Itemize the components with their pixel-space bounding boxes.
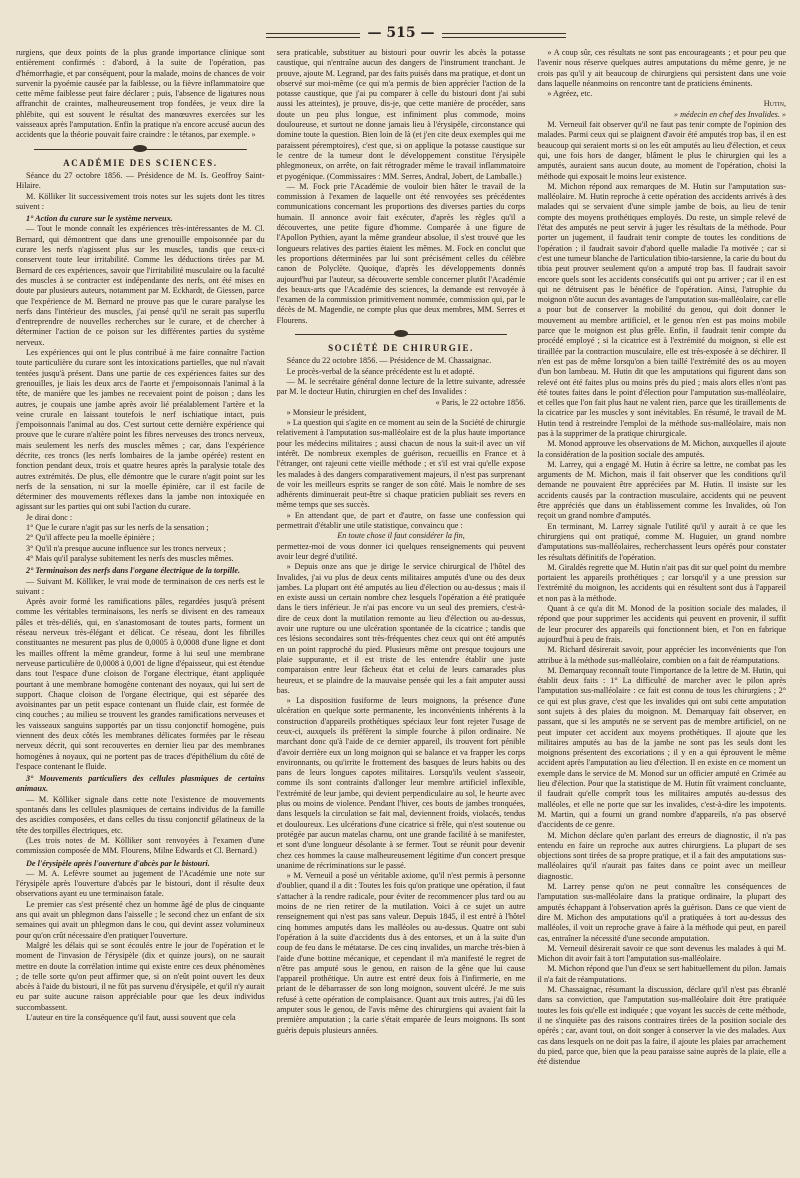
paragraph: M. Giraldès regrette que M. Hutin n'ait pas dit sur quel point du membre portaient les appareils prothétiques ; car lorsqu'il y a une pression sur l'extrémité du moignon, les accidents qui en résultent sont dus à l'appareil et non pas à la méthode. bbox=[537, 562, 787, 603]
paragraph: M. Richard désirerait savoir, pour apprécier les inconvénients que l'on attribue à la méthode sus-malléolaire, combien on a fait de réamputations. bbox=[537, 645, 787, 665]
column-1 bbox=[16, 48, 265, 1163]
column-2 bbox=[277, 48, 526, 1163]
paragraph: Le procès-verbal de la séance précédente est lu et adopté. bbox=[286, 366, 475, 376]
list-item: 1° Que le curare n'agit pas sur les nerfs de la sensation ; bbox=[26, 523, 209, 533]
subheading-cellules: 3° Mouvements particuliers des cellules plasmiques de certains animaux. bbox=[16, 774, 265, 794]
paragraph: Je dirai donc : bbox=[26, 512, 73, 522]
subheading-torpille: 2° Terminaison des nerfs dans l'organe électrique de la torpille. bbox=[26, 566, 241, 576]
paragraph: » En attendant que, de part et d'autre, on fasse une confession qui permettrait d'établir une utile statistique, convaincu que : bbox=[276, 510, 526, 531]
list-item: 3° Qu'il n'a presque aucune influence sur les troncs nerveux ; bbox=[26, 543, 226, 553]
session-meta: Séance du 27 octobre 1856. — Présidence de M. Is. Geoffroy Saint-Hilaire. bbox=[16, 170, 265, 191]
paragraph: M. Chassaignac, résumant la discussion, déclare qu'il n'est pas ébranlé dans sa conviction, que l'amputation sus-malléolaire doit être pratiquée toutes les fois qu'elle est indiquée ; que voyant les succès de cette méthode, il ne s'inquiète pas des raisons contraires tirées de la position sociale des opérés ; car, avant tout, on doit songer à conserver la vie des malades. Aux cas dans lesquels on ne doit pas la faire, il ajoute les plaies par arrachement du pied, parce que, bien que la peau paraisse saine auprès de la plaie, elle a été distendue bbox=[537, 985, 787, 1067]
paragraph: M. Larrey pense qu'on ne peut connaître les conséquences de l'amputation sus-malléolaire dans la pratique ordinaire, la plupart des amputés échappant à l'observation après la guérison. Dans ce que vient de dire M. Michon des amputations qu'il a pratiquées à tort au-dessus des malléoles, il voit un reproche grave à faire à la méthode qui peut, en pareil cas, entraîner la nécessité d'une seconde amputation. bbox=[537, 882, 787, 943]
paragraph: Malgré les délais qui se sont écoulés entre le jour de l'opération et le moment de l'invasion de l'érysipèle (dix et quinze jours), on ne saurait mettre en doute la corrélation intime qui existe entre ces deux phénomènes ; de telle sorte qu'on peut affirmer que, si on n'eût point ouvert les deux abcès à l'aide du bistouri, il ne fût pas survenu d'érysipèle, et qu'il n'y aurait eu par suite aucune raison appréciable pour que les deux individus succombassent. bbox=[16, 940, 265, 1012]
letter-signature: Hutin, bbox=[763, 99, 787, 109]
letter-signature-title: » médecin en chef des Invalides. » bbox=[673, 109, 787, 119]
paragraph: M. Verneuil fait observer qu'il ne faut pas tenir compte de l'opinion des malades. Parmi ceux qui se plaignent d'avoir été amputés trop bas, il en est beaucoup qui seraient morts si on les eût amputés au lieu d'élection, et ceux qui, une fois hors de danger, blâment le plus le chirurgien qui les a amputés, auraient sans aucun doute, au moment de l'opération, choisi la méthode qui exposait le moins leur existence. bbox=[537, 120, 787, 181]
letter-closing: » Agréez, etc. bbox=[547, 89, 593, 99]
paragraph: (Les trois notes de M. Kölliker sont renvoyées à l'examen d'une commission composée de MM. Flourens, Milne Edwards et Cl. Bernard.) bbox=[16, 835, 265, 856]
quote-line: En toute chose il faut considérer la fin, bbox=[337, 531, 465, 541]
paragraph: M. Michon déclare qu'en parlant des erreurs de diagnostic, il n'a pas entendu en faire un reproche aux autres chirurgiens. La plupart de ses objections sont tirées de sa propre pratique, et il a fait des amputations sus-malléolaires qu'il n'aurait pas faites dans ce point avec un meilleur diagnostic. bbox=[537, 830, 787, 881]
paragraph: M. Monod approuve les observations de M. Michon, auxquelles il ajoute la considération de la position sociale des amputés. bbox=[537, 439, 787, 459]
page-number: — 515 — bbox=[360, 20, 443, 46]
list-item: 2° Qu'il affecte peu la moelle épinière ; bbox=[26, 533, 155, 543]
session-meta: Séance du 22 octobre 1856. — Présidence de M. Chassaignac. bbox=[286, 356, 492, 366]
section-ornament bbox=[295, 330, 508, 339]
paragraph: — Tout le monde connaît les expériences très-intéressantes de M. Cl. Bernard, qui démontrent que dans une grenouille empoisonnée par du curare les nerfs n'agissent plus sur les muscles, tandis que ceux-ci conservent toute leur irritabilité. Comme les déductions tirées par M. Bernard de ces expériences, savoir que l'irritabilité musculaire ou la faculté des muscles à se contracter est indépendante des nerfs, ont été mises en doute par plusieurs auteurs, notamment par M. Eckhardt, de Giessen, parce que l'expérience de M. Bernard ne prouve pas que le curare paralyse les nerfs dans l'intérieur des muscles, j'ai pensé qu'il ne serait pas superflu d'entreprendre de nouvelles recherches sur le curare, et de chercher à déterminer l'action de ce poison sur les différentes parties du système nerveux. bbox=[16, 224, 265, 347]
paragraph: » Depuis onze ans que je dirige le service chirurgical de l'hôtel des Invalides, j'ai vu plus de deux cents militaires amputés d'une ou des deux jambes. La plupart ont été amputés au lieu d'élection ou au-dessus ; mais il en existe aussi un certain nombre chez lesquels l'opération a été pratiquée dans le tiers inférieur. Je n'ai pas encore vu un seul des premiers, c'est-à-dire de ceux dont la mutilation remonte au lieu d'élection ou au-dessus, avoir une rupture ou une ulcération spontanée de la cicatrice ; tandis que ces lésions secondaires sont très-fréquentes chez ceux qui ont été amputés en un point rapproché du pied. Plusieurs même ont presque toujours une plaie suppurante, et il est triste de les entendre établir une juste comparaison entre leur fâcheux état et celui de leurs camarades plus heureux, et se plaindre de la mauvaise pensée qui les a fait amputer aussi bas. bbox=[276, 562, 526, 695]
paragraph: Quant à ce qu'a dit M. Monod de la position sociale des malades, il répond que pour supprimer les accidents qui peuvent en provenir, il suffit de leur procurer des appareils qui fonctionnent bien, et l'on en fabrique aujourd'hui à peu de frais. bbox=[537, 604, 787, 644]
paragraph: — M. A. Lefèvre soumet au jugement de l'Académie une note sur l'érysipèle après l'ouverture d'abcès par le bistouri, dont il résulte deux observations ayant eu une terminaison fatale. bbox=[16, 868, 265, 899]
paragraph: — M. le secrétaire général donne lecture de la lettre suivante, adressée par M. le docteur Hutin, chirurgien en chef des Invalides : bbox=[276, 376, 526, 397]
paragraph: M. Larrey, qui a engagé M. Hutin à écrire sa lettre, ne combat pas les arguments de M. Michon, mais il fait observer que les conditions qu'il demande ne pouvaient être appréciées par M. Hutin. Il insiste sur les accidents causés par la contraction musculaire, accidents qui ne peuvent être appréciés que dans un établissement comme les Invalides, où l'on reçoit un grand nombre d'amputés. bbox=[537, 459, 787, 521]
section-title-chirurgie: SOCIÉTÉ DE CHIRURGIE. bbox=[328, 343, 474, 354]
paragraph: M. Michon répond aux remarques de M. Hutin sur l'amputation sus-malléolaire. M. Hutin reproche à cette opération des accidents arrivés à des malades qui se servaient d'une simple jambe de bois, au lieu de tenir compte des moyens prothétiques employés. Du reste, un simple relevé de l'état des amputés ne peut servir à juger les résultats de la méthode. Pour porter un jugement, il faudrait tenir compte de toutes les conditions de l'opération ; il faudrait savoir d'abord quelle maladie l'a motivée ; car si c'est une tumeur blanche de l'articulation tibio-tarsienne, la carie du bout du tibia peut prouver seulement qu'on a amputé trop bas. Il faudrait savoir encore quels sont les accidents consécutifs qui ont pu arriver ; car il en est qui ne détruisent pas le bénéfice de l'opération. Ainsi, l'atrophie du moignon n'ôte aucun des avantages de l'amputation sus-malléolaire, car elle a pour but de conserver la mobilité du genou, qui doit donner le mouvement au membre artificiel, et le genou n'en est pas moins mobile parce que le moignon est plus grêle. Enfin, il faudrait tenir compte du procédé employé ; si la cicatrice est à l'extrémité du moignon, si elle est tiraillée par la contraction musculaire, elle est très-exposée à se déchirer. Il n'en est pas de même lorsqu'on a bien taillé l'extrémité des os au moyen d'un bon lambeau. M. Hutin dit que les amputations qui figurent dans son relevé ont été faites plus ou moins près du pied ; mais alors elles n'ont pas été toutes faites dans le point d'élection pour l'amputation sus-malléolaire, et celles que l'on fait plus haut ne valent rien, parce que les tiraillements de la cicatrice par les muscles y sont inévitables. En résumé, le travail de M. Hutin tend à restreindre l'emploi de la méthode sus-malléolaire, mais non pas à la supprimer de la pratique chirurgicale. bbox=[537, 181, 787, 438]
text-columns bbox=[16, 48, 786, 1163]
paragraph: » La question qui s'agite en ce moment au sein de la Société de chirurgie relativement à l'amputation sus-malléolaire est de la plus haute importance pour les médecins militaires ; aussi chacun de nous la suit-il avec un vif intérêt. De nombreux exemples de guérison, recueillis en France et à l'étranger, ont rajeuni cette vieille méthode ; et s'il est vrai qu'elle expose les malades à des dangers comparativement majeurs, il n'est pas surprenant de voir les meilleurs esprits se ranger de son côté. Mais le nombre de ses adhérents diminuerait peut-être si chaque praticien publiait ses revers en même temps que ses succès. bbox=[276, 418, 526, 510]
paragraph: L'auteur en tire la conséquence qu'il faut, aussi souvent que cela bbox=[26, 1013, 236, 1023]
subheading-erysipele: De l'érysipèle après l'ouverture d'abcès par le bistouri. bbox=[26, 858, 210, 868]
paragraph: Les expériences qui ont le plus contribué à me faire connaître l'action toute particulière du curare sont les intoxications partielles, que nul n'avait tentées jusqu'à présent. Dans une partie de ces expériences faites sur des grenouilles, je liais les deux arcs de l'aorte et j'empoisonnais l'animal à la tête, de manière que les jambes ne recevaient point de poison ; dans les autres, je coupais une jambe après avoir lié préalablement l'artère et la veine crurale en laissant toutefois le nerf ischiatique intact, puis j'empoisonnais l'animal au dos. C'est surtout cette dernière expérience qui prouve que le curare n'altère point les fibres nerveuses des troncs nerveux, mais seulement les nerfs des muscles mêmes ; car, dans l'expérience décrite, ces troncs (les nerfs lombaires de la jambe opérée) restent en fonction pendant deux, trois et quatre heures après la paralysie totale des autres extrémités. De plus, elle démontre que le curare n'agit point sur les nerfs de la sensation, ni sur la moelle épinière, car il est facile de déterminer des mouvements réflexes dans la jambe non intoxiquée en agissant sur les parties qui ont subi l'action du curare. bbox=[16, 348, 265, 512]
column-3 bbox=[537, 48, 786, 1163]
paragraph: » A coup sûr, ces résultats ne sont pas encourageants ; et pour peu que l'avenir nous réserve quelques autres amputations du même genre, je ne crois pas qu'il y ait beaucoup de chirurgiens qui persistent dans une voie dans laquelle néanmoins on rencontre tant de praticiens éminents. bbox=[537, 48, 787, 88]
paragraph: M. Michon répond que l'un d'eux se sert habituellement du pilon. Jamais il n'a fait de réamputations. bbox=[537, 964, 787, 984]
paragraph: — M. Fock prie l'Académie de vouloir bien hâter le travail de la commission à l'examen de laquelle ont été renvoyées ses précédentes communications concernant les proportions des diverses parties du corps humain. Il annonce avoir fait exécuter, d'après les règles qu'il a découvertes, une petite figure d'homme. Comparée à une figure de l'Apollon Pythien, ayant la même grandeur absolue, il s'est trouvé que les longueurs relatives des parties étaient les mêmes. M. Fock en conclut que les proportions déterminées par lui sont précisément celles du célèbre canon de Polyclète. Quoique, d'après les développements donnés aujourd'hui par l'auteur, sa découverte semble concerner plutôt l'Académie des beaux-arts que l'Académie des sciences, la demande est renvoyée à l'examen de la commission primitivement nommée, commission qui, par le décès de M. Magendie, ne compte plus que deux membres, MM. Serres et Flourens. bbox=[276, 181, 526, 325]
list-item: 4° Mais qu'il paralyse subitement les nerfs des muscles mêmes. bbox=[26, 553, 234, 563]
letter-salutation: » Monsieur le président, bbox=[286, 407, 367, 417]
paragraph: » La disposition fusiforme de leurs moignons, la présence d'une ulcération en quelque sorte permanente, les inconvénients inhérents à la construction d'appareils prothétiques spéciaux leur font rejeter l'usage de ceux-ci, auxquels ils préfèrent la simple fourche à pilon ordinaire. Ne marchant donc qu'à l'aide de ce dernier appareil, ils trouvent fort pénible d'avoir derrière eux un long moignon qui se balance et va frapper les corps environnants, ou qu'irrite le frottement des basques de leurs habits ou des pans de leurs longues capotes militaires. Lorsqu'ils veulent s'asseoir, comme ils sont contraints d'allonger leur membre artificiel inflexible, l'extrémité de leur jambe, qui devient perpendiculaire au sol, le heurte avec plus ou moins de violence. Pendant l'hiver, ces bouts de jambes tronquées, dans lesquels la circulation se fait mal, deviennent froids, violacés, tendus et douloureux. Les ulcérations d'une cicatrice si frêle, qui n'est soutenue ou protégée par aucun matelas charnu, ont une grande facilité à se manifester, et sont d'une longueur désolante à se fermer. Tout se réunit pour devenir chez ces hommes la cause malheureusement légitime d'un concert presque unanime de récriminations sur le passé. bbox=[276, 696, 526, 870]
paragraph: M. Demarquay reconnaît toute l'importance de la lettre de M. Hutin, qui établit deux faits : 1° La difficulté de marcher avec le pilon après l'amputation sus-malléolaire : ce fait est connu de tous les chirurgiens ; 2° ce qui est plus grave, c'est que les invalides qui ont subi cette amputation sont sujets à des plaies du moignon. M. Demarquay fait observer, en passant, que si les amputés ne se servent pas de membre artificiel, on ne peut imputer cet accident aux moyens prothétiques. Il ajoute que les militaires amputés au bas de la jambe ne sont pas les seuls dont les moignons présentent des excoriations ; il y en a qui éprouvent le même accident après l'amputation au lieu d'élection. Il en existe en ce moment un exemple dans le service de M. Monod sur un officier amputé en Crimée au lieu d'élection. Pour que la statistique de M. Hutin fût vraiment concluante, il faudrait qu'elle comprît tous les militaires amputés au-dessus des malléoles, et elle ne porte que sur les invalides, c'est-à-dire les impotents. M. Martin, qui a fourni un grand nombre d'appareils, n'a pas observé d'accidents de ce genre. bbox=[537, 665, 787, 830]
page-header bbox=[16, 20, 786, 48]
paragraph: — Suivant M. Kölliker, le vrai mode de terminaison de ces nerfs est le suivant : bbox=[16, 576, 265, 596]
paragraph: En terminant, M. Larrey signale l'utilité qu'il y aurait à ce que les chirurgiens qui ont pratiqué, comme M. Huguier, un grand nombre d'amputations sus-malléolaires, recherchassent leurs opérés pour constater les résultats définitifs de l'opération. bbox=[537, 521, 787, 562]
section-ornament bbox=[34, 145, 247, 154]
paragraph: M. Verneuil désirerait savoir ce que sont devenus les malades à qui M. Michon dit avoir fait à tort l'amputation sus-malléolaire. bbox=[537, 943, 787, 964]
paragraph: » M. Verneuil a posé un véritable axiome, qu'il n'est permis à personne d'oublier, quand il a dit : Toutes les fois qu'on pratique une opération, il faut s'attacher à la rendre radicale, pour éviter de recommencer plus tard ou au moins de ne rien retirer de la mutilation. Voici à ce sujet un autre renseignement qui n'est pas sans valeur. Depuis 1845, il est entré à l'hôtel cinq hommes amputés dans les malléoles ou au-dessus. Quatre ont subi l'opération à la suite d'accidents dus à des entorses, et un à la suite d'un coup de feu dans le métatarse. De ces cinq invalides, un marche très-bien à l'aide d'une bottine mécanique, et cependant il m'a manifesté le regret de n'être pas amputé sous le genou, en raison de la gêne que lui cause l'appareil prothétique. Un autre est entré deux fois à l'infirmerie, en me priant de le débarrasser de son long moignon, souvent ulcéré. Je me suis refusé à cette opération de complaisance. Quant aux trois autres, j'ai dû les amputer sous le genou, de l'avis même des chirurgiens qui avaient fait la première amputation ; la carie s'était emparée de leurs moignons. Ils sont guéris depuis plusieurs années. bbox=[276, 871, 526, 1035]
subheading-curare: 1° Action du curare sur le système nerveux. bbox=[26, 214, 173, 224]
paragraph: sera praticable, substituer au bistouri pour ouvrir les abcès la potasse caustique, qui n'entraîne aucun des dangers de l'instrument tranchant. Je prouve, ajoute M. Legrand, par des faits puisés dans ma pratique, et dont un observé sur moi-même (ce qui m'a permis de bien apprécier l'action de la potasse caustique, que j'ai pu comparer à celle du bistouri dont j'ai subi aussi les atteintes), je prouve, dis-je, que cette manière de procéder, sans doute un peu plus longue, est infiniment plus commode, moins douloureuse, et surtout ne donne jamais lieu à l'érysipèle, circonstance qui domine toute la question. Bien loin de là (et j'en cite deux exemples qui me paraissent péremptoires), c'est que, si on applique la potasse caustique sur le centre de la tumeur dont le développement constitue l'érysipèle phlegmoneux, on arrête, on fait rétrograder même le travail inflammatoire et pyogénique. (Commissaires : MM. Serres, Andral, Jobert, de Lamballe.) bbox=[276, 48, 526, 181]
paragraph: Le premier cas s'est présenté chez un homme âgé de plus de cinquante ans qui avait un phlegmon dans l'aisselle ; le second chez un enfant de six semaines qui avait un phlegmon dans le cou, qui devint assez volumineux pour qu'on crût nécessaire d'en pratiquer l'ouverture. bbox=[16, 899, 265, 940]
paragraph: M. Kölliker lit successivement trois notes sur les sujets dont les titres suivent : bbox=[16, 191, 265, 211]
section-title-academie: ACADÉMIE DES SCIENCES. bbox=[63, 157, 218, 168]
paragraph: permettez-moi de vous donner ici quelques renseignements qui peuvent avoir leur degré d'utilité. bbox=[276, 541, 526, 561]
paragraph: Après avoir formé les ramifications pâles, regardées jusqu'à présent comme les véritables terminaisons, les nerfs se divisent en des rameaux pâles et très-déliés, qui, en s'anastomosant de toutes parts, forment un réseau nerveux très-élégant et délicat. Ce réseau, dont les fibrilles constituantes ne mesurent pas plus de 0,0005 à 0,0008 d'une ligne et dont les mailles offrent la même grandeur, forme à lui seul une membrane nerveuse particulière de 0,0008 à 0,001 de ligne d'épaisseur, qui est étendue dans tout l'espace d'une cloison de l'organe électrique, étant appliquée pourtant à une membrane homogène contenant des noyaux, qui lui sert de support. Chaque cloison de l'organe électrique, qui est séparée des avoisinantes par un petit espace contenant un fluide clair, est formée de cinq couches ; au milieu se trouvent les grandes ramifications nerveuses et les vaisseaux sanguins supportés par un tissu conjonctif homogène, puis viennent des deux côtés les membranes délicates formées par le réseau nerveux décrit, qui sont recouvertes en dernier lieu par des membranes homogènes à noyaux, qui ne portent pas de traces d'épithélium du côté de l'espace contenant le fluide. bbox=[16, 597, 265, 771]
paragraph: rurgiens, que deux points de la plus grande importance clinique sont entièrement confirmés : d'abord, à la suite de l'opération, pas d'hémorrhagie, et par conséquent, pour la malade, moins de chances de voir survenir la pyoémie causée par la faiblesse, ou la fièvre inflammatoire que cette même faiblesse peut faire déclarer ; puis, l'absence de ligatures nous affranchit de craintes, malheureusement trop fondées, je veux dire la phlébite, qui est souvent le résultat des manœuvres exercées sur les vaisseaux après l'amputation. Enfin la pratique n'a encore accusé aucun des accidents que la théorie pouvait faire craindre : le tétanos, par exemple. » bbox=[16, 48, 265, 140]
paragraph: — M. Kölliker signale dans cette note l'existence de mouvements spontanés dans les cellules plasmiques de certains individus de la famille des ascidies composées, et dans celles du tissu conjonctif gélatineux de la tête des torpilles électriques, etc. bbox=[16, 794, 265, 835]
letter-date: « Paris, le 22 octobre 1856. bbox=[435, 397, 526, 407]
